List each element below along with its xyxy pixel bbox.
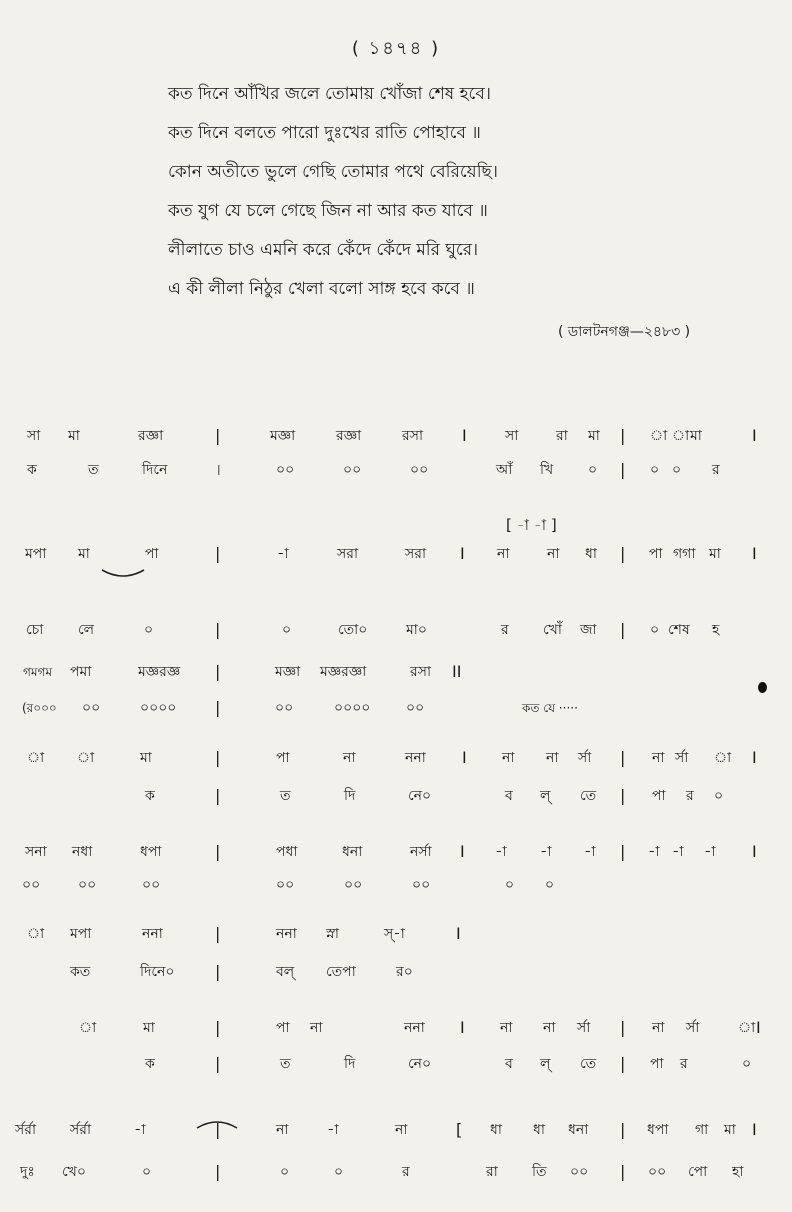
notation-cell: চো [26, 622, 44, 638]
notation-cell: ত [88, 462, 99, 478]
notation-cell: পা [276, 750, 290, 766]
notation-cell: ০০ [406, 700, 425, 716]
notation-cell: ০০ [343, 462, 362, 478]
notation-cell: রজ্ঞা [138, 428, 164, 444]
bar-line: | [215, 426, 221, 445]
notation-cell: পা [652, 788, 666, 804]
notation-cell: না [395, 1122, 408, 1138]
notation-cell: ০ [545, 877, 555, 893]
bar-line: I [462, 748, 467, 767]
notation-cell: ধা [490, 1122, 502, 1138]
notation-cell: ০ [650, 622, 660, 638]
notation-cell: া [27, 750, 45, 766]
bar-line: | [620, 1018, 626, 1037]
bar-line: | [215, 924, 221, 943]
notation-cell: র্সা [675, 750, 689, 766]
notation-cell: ধপা [647, 1122, 669, 1138]
notation-cell: তি [532, 1164, 547, 1180]
notation-cell: ননা [276, 926, 297, 942]
notation-cell: গা [695, 1122, 709, 1138]
notation-cell: মা [140, 750, 152, 766]
notation-cell: ০ [505, 877, 515, 893]
notation-cell: ০০ [344, 877, 363, 893]
notation-cell: -া [704, 844, 716, 860]
notation-cell: -া [648, 844, 660, 860]
notation-cell: না [502, 750, 515, 766]
bar-line: | [620, 1120, 626, 1139]
notation-cell: ০০ [648, 1164, 667, 1180]
notation-cell: না [343, 750, 356, 766]
bar-line: | [215, 662, 221, 681]
notation-cell: া [27, 926, 45, 942]
notation-cell: র [712, 462, 720, 478]
notation-cell: খোঁ [543, 622, 562, 638]
notation-cell: রা [556, 428, 568, 444]
notation-cell: ০০ [570, 1164, 589, 1180]
notation-cell: মা [78, 546, 90, 562]
notation-cell: নর্সা [410, 844, 432, 860]
notation-cell: ০০ [412, 877, 431, 893]
notation-cell: ০ [588, 462, 598, 478]
notation-cell: স্-া [384, 926, 405, 942]
notation-cell: লে [78, 622, 95, 638]
bar-line: I [752, 748, 757, 767]
notation-cell: নে০ [408, 788, 432, 804]
notation-cell: মপা [25, 546, 47, 562]
notation-cell: পো [688, 1164, 708, 1180]
notation-cell: মা [724, 1122, 736, 1138]
page-number: ( ১৪৭৪ ) [351, 38, 441, 59]
notation-cell: দিনে০ [140, 964, 175, 980]
notation-cell: দিনে [142, 462, 168, 478]
bar-line: | [215, 842, 221, 861]
lyric-line: এ কী লীলা নিঠুর খেলা বলো সাঙ্গ হবে কবে ॥ [168, 279, 475, 299]
notation-cell: আঁ [496, 462, 513, 478]
source-reference: ( ডালটনগঞ্জ—২৪৮৩ ) [558, 324, 691, 340]
bar-line: | [620, 544, 626, 563]
bar-line: । [215, 460, 222, 479]
notation-cell: া [79, 1020, 97, 1036]
notation-cell: ব [505, 1056, 513, 1072]
notation-cell: ০ [650, 462, 660, 478]
notation-cell: মা [143, 1020, 155, 1036]
notation-cell: ০০ [410, 462, 429, 478]
notation-cell: ০ [714, 788, 724, 804]
notation-cell: ব [505, 788, 513, 804]
notation-cell: (র০০০ [22, 701, 57, 715]
notation-cell: না [652, 750, 665, 766]
notation-cell: ০০০০ [140, 700, 177, 716]
notation-cell: ল্ [540, 1056, 551, 1072]
notation-cell: দি [344, 788, 356, 804]
notation-cell: নে০ [408, 1056, 432, 1072]
notation-cell: না [543, 1020, 556, 1036]
notation-cell: ননা [142, 926, 163, 942]
notation-cell: পমা [70, 664, 92, 680]
notation-cell: ০ [742, 1056, 752, 1072]
notation-cell: পা [145, 546, 159, 562]
notation-cell: ০ [144, 622, 154, 638]
notation-cell: র্সর্রা [70, 1122, 92, 1138]
notation-cell: ০০ [275, 700, 294, 716]
notation-cell: সরা [405, 546, 427, 562]
notation-cell: মপা [70, 926, 92, 942]
bar-line: | [215, 962, 221, 981]
notation-cell: স্না [326, 926, 339, 942]
notation-cell: র্সর্রা [15, 1122, 37, 1138]
bar-line: I [456, 924, 461, 943]
notation-cell: ০০০০ [334, 700, 371, 716]
notation-cell: সা [27, 428, 41, 444]
notation-cell: না [500, 1020, 513, 1036]
lyric-line: কত যুগ যে চলে গেছে জিন না আর কত যাবে ॥ [168, 201, 488, 221]
notation-cell: সনা [25, 844, 47, 860]
notation-cell: মা [709, 546, 721, 562]
notation-cell: ০ [142, 1164, 152, 1180]
notation-cell: নধা [72, 844, 93, 860]
notation-cell: ০০ [78, 877, 97, 893]
notation-cell: না [276, 1122, 289, 1138]
bar-line: I [462, 426, 467, 445]
bar-line: | [620, 1054, 626, 1073]
notation-cell: র [402, 1164, 410, 1180]
bar-line: | [215, 748, 221, 767]
notation-cell: দি [344, 1056, 356, 1072]
bar-line: I [752, 426, 757, 445]
notation-cell: শেষ [668, 622, 690, 638]
notation-cell: ক [145, 1056, 155, 1072]
notation-cell: খি [540, 462, 554, 478]
bar-line: | [215, 1120, 221, 1139]
lyric-line: কোন অতীতে ভুলে গেছি তোমার পথে বেরিয়েছি। [168, 162, 498, 182]
notation-cell: মা [588, 428, 600, 444]
notation-cell: সা [505, 428, 519, 444]
notation-cell: ০ [672, 462, 682, 478]
notation-cell: রজ্ঞা [336, 428, 362, 444]
notation-cell: ০ [334, 1164, 344, 1180]
notation-cell: না [547, 546, 560, 562]
bar-line: | [620, 786, 626, 805]
bracket-note: [ -া -া ] [506, 516, 557, 534]
notation-cell: মা০ [406, 622, 427, 638]
notation-cell: ত [280, 1056, 291, 1072]
notation-cell: দুঃ [20, 1164, 35, 1180]
bar-line: I [752, 1120, 757, 1139]
notation-cell: রসা [410, 664, 432, 680]
notation-cell: -া [672, 844, 684, 860]
bar-line: II [452, 662, 462, 681]
notation-cell: ধপা [140, 844, 162, 860]
notation-cell: ০ [282, 622, 292, 638]
notation-cell: না [497, 546, 510, 562]
bar-line: | [215, 1162, 221, 1181]
bar-line: | [620, 426, 626, 445]
bar-line: I [752, 544, 757, 563]
notation-cell: -া [584, 844, 596, 860]
lyric-line: কত দিনে বলতে পারো দুঃখের রাতি পোহাবে ॥ [168, 123, 481, 143]
notation-cell: ০০ [22, 877, 41, 893]
notation-cell: া [714, 750, 732, 766]
notation-cell: ক [27, 462, 37, 478]
notation-cell: র্সা [577, 1020, 591, 1036]
bar-line: | [620, 460, 626, 479]
bar-line: I [752, 842, 757, 861]
notation-cell: তে [580, 788, 597, 804]
notation-cell: পধা [276, 844, 298, 860]
bar-line: | [215, 1054, 221, 1073]
notation-cell: মা [68, 428, 80, 444]
notation-cell: ধা [533, 1122, 545, 1138]
bar-line: I [460, 544, 465, 563]
notation-cell: রা [486, 1164, 498, 1180]
notation-cell: ০০ [142, 877, 161, 893]
notation-cell: ত [280, 788, 291, 804]
ink-dot [758, 682, 767, 693]
notation-cell: তে [580, 1056, 597, 1072]
notation-cell: পা [649, 546, 663, 562]
notation-cell: না [546, 750, 559, 766]
notation-cell: গমগম [23, 665, 53, 679]
notation-cell: র০ [396, 964, 413, 980]
bar-line: | [620, 842, 626, 861]
notation-cell: হ [712, 622, 720, 638]
notation-cell: -া [327, 1122, 339, 1138]
bar-line: | [215, 620, 221, 639]
notation-cell: া [77, 750, 95, 766]
bar-line: | [620, 748, 626, 767]
bar-line: | [215, 1018, 221, 1037]
notation-cell: া [672, 428, 690, 444]
notation-cell: ননা [405, 750, 426, 766]
notation-cell: কত যে ····· [522, 701, 578, 715]
notation-cell: ননা [404, 1020, 425, 1036]
notation-cell: মা [690, 428, 702, 444]
notation-cell: মজ্ঞরজ্ঞা [320, 664, 367, 680]
notation-cell: ০০ [276, 462, 295, 478]
notation-cell: না [652, 1020, 665, 1036]
notation-cell: ০০ [276, 877, 295, 893]
notation-cell: কত [70, 964, 91, 980]
notation-cell: গগা [673, 546, 696, 562]
notation-cell: র [501, 622, 509, 638]
lyric-line: কত দিনে আঁখির জলে তোমায় খোঁজা শেষ হবে। [168, 84, 491, 104]
notation-cell: র [680, 1056, 688, 1072]
notation-cell: ধনা [342, 844, 363, 860]
notation-cell: বল্ [276, 964, 295, 980]
bar-line: [ [456, 1120, 463, 1139]
notation-cell: ল্ [540, 788, 551, 804]
bar-line: | [215, 786, 221, 805]
notation-cell: হা [732, 1164, 744, 1180]
notation-cell: ধনা [568, 1122, 589, 1138]
notation-cell: ধা [585, 546, 597, 562]
bar-line: I [460, 1018, 465, 1037]
bar-line: | [215, 544, 221, 563]
notation-cell: তেপা [326, 964, 356, 980]
notation-cell: -া [540, 844, 552, 860]
notation-cell: খে০ [62, 1164, 86, 1180]
notation-cell: ০ [280, 1164, 290, 1180]
notation-cell: মজ্ঞা [275, 664, 301, 680]
notation-cell: -া [495, 844, 507, 860]
notation-cell: র [686, 788, 694, 804]
notation-cell: র্সা [686, 1020, 700, 1036]
notation-cell: পা [650, 1056, 664, 1072]
notation-cell: র্সা [578, 750, 592, 766]
notation-cell: জা [580, 622, 597, 638]
notation-cell: মজ্ঞরজ্ঞ [138, 664, 181, 680]
slur-mark [100, 566, 146, 580]
bar-line: I [756, 1018, 761, 1037]
bar-line: | [620, 1162, 626, 1181]
lyric-line: লীলাতে চাও এমনি করে কেঁদে কেঁদে মরি ঘুরে। [168, 240, 479, 260]
notation-cell: া [650, 428, 668, 444]
bar-line: | [215, 698, 221, 717]
bar-line: I [460, 842, 465, 861]
notation-cell: ক [145, 788, 155, 804]
notation-cell: তো০ [338, 622, 368, 638]
notation-cell: রসা [402, 428, 424, 444]
notation-cell: পা [276, 1020, 290, 1036]
notation-cell: না [310, 1020, 323, 1036]
bar-line: | [620, 620, 626, 639]
notation-cell: -া [277, 546, 289, 562]
notation-cell: -া [134, 1122, 146, 1138]
notation-cell: সরা [337, 546, 359, 562]
notation-cell: া [738, 1020, 756, 1036]
notation-cell: মজ্ঞা [270, 428, 296, 444]
notation-cell: ০০ [82, 700, 101, 716]
